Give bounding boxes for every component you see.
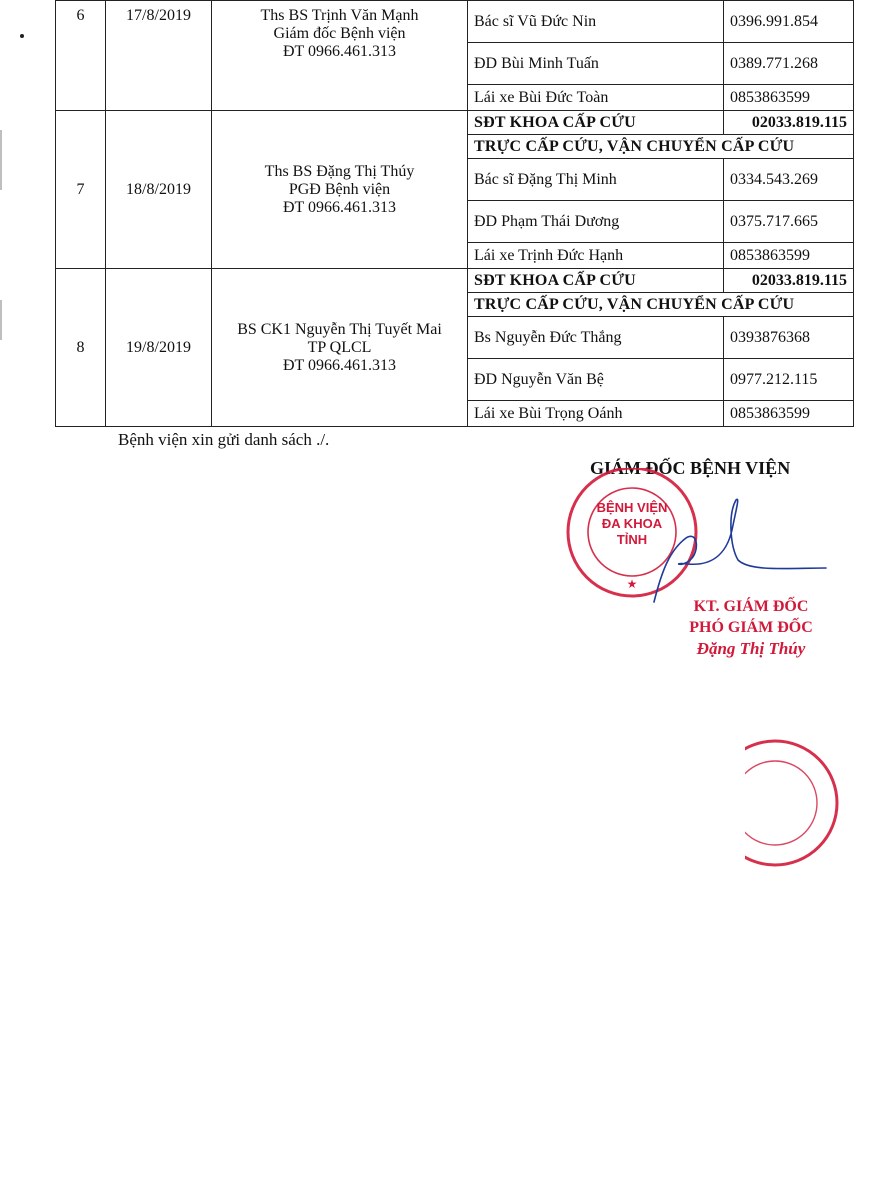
staff-phone: 0389.771.268 (724, 43, 854, 85)
scan-dot (20, 34, 24, 38)
signature-name: Đặng Thị Thúy (696, 639, 806, 658)
signature-position: PHÓ GIÁM ĐỐC (689, 619, 813, 636)
duty-date: 19/8/2019 (106, 269, 212, 427)
staff-name: ĐD Phạm Thái Dương (468, 201, 724, 243)
table-row (56, 1, 854, 43)
signature-authority: KT. GIÁM ĐỐC (693, 598, 809, 615)
duty-leader (212, 269, 468, 427)
hotline-phone: 02033.819.115 (724, 269, 854, 293)
staff-phone: 0977.212.115 (724, 359, 854, 401)
leader-name: Ths BS Trịnh Văn Mạnh (260, 7, 419, 24)
staff-phone: 0853863599 (724, 401, 854, 427)
staff-name: Lái xe Trịnh Đức Hạnh (468, 243, 724, 269)
star-icon: ★ (626, 577, 638, 591)
staff-name: Lái xe Bùi Trọng Oánh (468, 401, 724, 427)
stamp-line-2: ĐA KHOA (601, 516, 663, 531)
staff-phone: 0396.991.854 (724, 1, 854, 43)
hotline-label: SĐT KHOA CẤP CỨU (468, 269, 724, 293)
staff-phone: 0853863599 (724, 243, 854, 269)
row-number: 8 (56, 269, 106, 427)
partial-stamp (745, 735, 845, 870)
stamp-line-1: BỆNH VIỆN (596, 500, 668, 515)
staff-name: ĐD Bùi Minh Tuấn (468, 43, 724, 85)
staff-name: Bác sĩ Vũ Đức Nin (468, 1, 724, 43)
leader-name: BS CK1 Nguyễn Thị Tuyết Mai (237, 320, 442, 338)
hotline-label: SĐT KHOA CẤP CỨU (468, 111, 724, 135)
row-number: 6 (56, 1, 106, 111)
staff-phone: 0334.543.269 (724, 159, 854, 201)
duty-section-header: TRỰC CẤP CỨU, VẬN CHUYỂN CẤP CỨU (468, 293, 854, 317)
staff-phone: 0393876368 (724, 317, 854, 359)
duty-leader (212, 1, 468, 111)
duty-roster-table (55, 0, 854, 427)
duty-section-header: TRỰC CẤP CỨU, VẬN CHUYỂN CẤP CỨU (468, 135, 854, 159)
handwritten-signature (640, 490, 830, 610)
leader-position: Giám đốc Bệnh viện (273, 25, 406, 42)
hotline-phone: 02033.819.115 (724, 111, 854, 135)
signature-title: GIÁM ĐỐC BỆNH VIỆN (590, 458, 791, 478)
signature-block (676, 596, 826, 660)
closing-text: Bệnh viện xin gửi danh sách ./. (118, 430, 330, 449)
leader-phone: ĐT 0966.461.313 (282, 356, 397, 374)
row-number: 7 (56, 111, 106, 269)
duty-date: 17/8/2019 (106, 1, 212, 111)
leader-position: TP QLCL (307, 338, 372, 356)
duty-date: 18/8/2019 (106, 111, 212, 269)
leader-name: Ths BS Đặng Thị Thúy (264, 162, 415, 180)
staff-name: Bác sĩ Đặng Thị Minh (468, 159, 724, 201)
staff-name: ĐD Nguyễn Văn Bệ (468, 359, 724, 401)
duty-leader (212, 111, 468, 269)
staff-name: Lái xe Bùi Đức Toàn (468, 85, 724, 111)
leader-phone: ĐT 0966.461.313 (282, 43, 397, 60)
staff-phone: 0853863599 (724, 85, 854, 111)
leader-phone: ĐT 0966.461.313 (282, 198, 397, 216)
staff-phone: 0375.717.665 (724, 201, 854, 243)
leader-position: PGĐ Bệnh viện (288, 180, 391, 198)
table-row (56, 269, 854, 293)
scan-edge-mark (0, 300, 2, 340)
table-row (56, 111, 854, 135)
stamp-line-3: TỈNH (616, 532, 648, 547)
staff-name: Bs Nguyễn Đức Thắng (468, 317, 724, 359)
scan-edge-mark (0, 130, 2, 190)
